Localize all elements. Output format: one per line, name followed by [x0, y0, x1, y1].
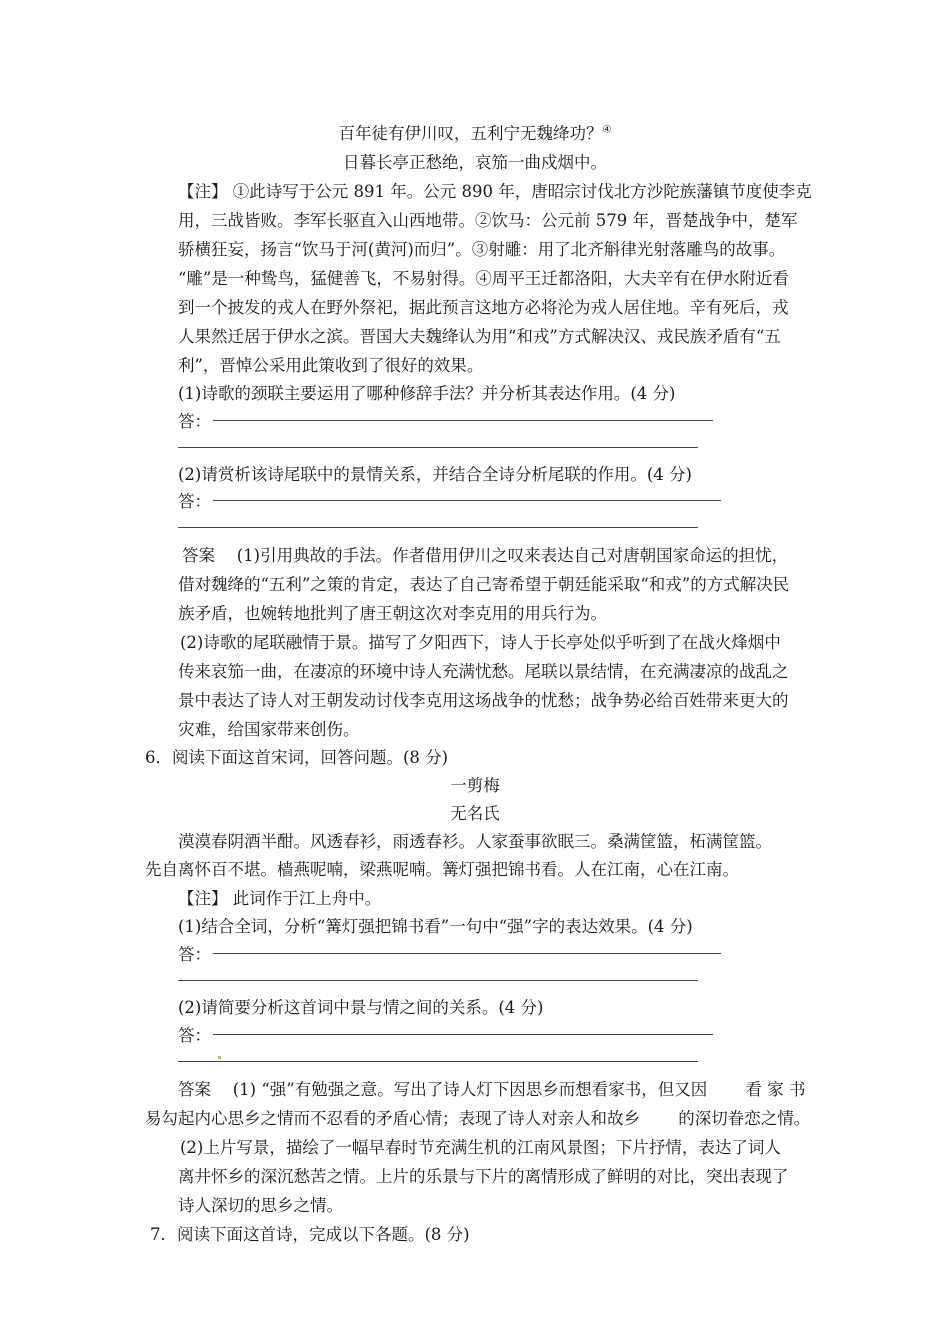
poem-text: 漠漠春阴酒半酣。风透春衫，雨透春衫。人家蚕事欲眠三。桑满筐篮，柘满筐篮。 [178, 832, 772, 851]
answer-line[interactable] [178, 1061, 698, 1062]
answer-label: 答： [178, 412, 211, 431]
stray-mark [218, 1056, 221, 1059]
answer-text: 易勾起内心思乡之情而不忍看的矛盾心情；表现了诗人对亲人和故乡 的深切眷恋之情。 [145, 1109, 811, 1128]
note-line: 人果然迁居于伊水之滨。晋国大夫魏绛认为用“和戎”方式解决汉、戎民族矛盾有“五 [178, 327, 781, 346]
answer-text: 灾难，给国家带来创伤。 [178, 720, 360, 739]
note-line: 骄横狂妄，扬言“饮马于河(黄河)而归”。③射雕：用了北齐斛律光射落雕鸟的故事。 [178, 240, 786, 259]
answer-text: 族矛盾，也婉转地批判了唐王朝这次对李克用的用兵行为。 [178, 604, 607, 623]
answer-text: 景中表达了诗人对王朝发动讨伐李克用这场战争的忧愁；战争势必给百姓带来更大的 [178, 691, 789, 710]
note-line: 【注】 ①此诗写于公元 891 年。公元 890 年，唐昭宗讨伐北方沙陀族藩镇节度使李克 [178, 182, 812, 201]
answer-text: 传来哀笳一曲，在凄凉的环境中诗人充满忧愁。尾联以景结情，在充满凄凉的战乱之 [178, 662, 789, 681]
answer-text: 离井怀乡的深沉愁苦之情。上片的乐景与下片的离情形成了鲜明的对比，突出表现了 [178, 1167, 789, 1186]
note-line: 到一个披发的戎人在野外祭祀，据此预言这地方必将沦为戎人居住地。辛有死后，戎 [178, 298, 789, 317]
poem-title: 一剪梅 [450, 776, 500, 795]
question-6-header: 6．阅读下面这首宋词，回答问题。(8 分) [145, 748, 449, 767]
answer-line[interactable] [213, 953, 721, 954]
poem-text: 先自离怀百不堪。樯燕呢喃，梁燕呢喃。篝灯强把锦书看。人在江南，心在江南。 [145, 860, 739, 879]
question-6-1: (1)结合全词，分析“篝灯强把锦书看”一句中“强”字的表达效果。(4 分) [178, 917, 693, 936]
answer-line[interactable] [213, 1034, 713, 1035]
question-5-2: (2)请赏析该诗尾联中的景情关系，并结合全诗分析尾联的作用。(4 分) [178, 465, 692, 484]
answer-line[interactable] [178, 447, 698, 448]
answer-label: 答： [178, 492, 211, 511]
question-5-1: (1)诗歌的颈联主要运用了哪种修辞手法？并分析其表达作用。(4 分) [178, 384, 676, 403]
poem-author: 无名氏 [450, 804, 500, 823]
answer-line[interactable] [213, 420, 713, 421]
poem-note: 【注】 此词作于江上舟中。 [178, 889, 382, 908]
answer-text: 答案 (1) “强”有勉强之意。写出了诗人灯下因思乡而想看家书，但又因 看 家 书 [178, 1080, 806, 1099]
note-line: “雕”是一种鸷鸟，猛健善飞，不易射得。④周平王迁都洛阳，大夫辛有在伊水附近看 [178, 269, 789, 288]
answer-label: 答： [178, 945, 211, 964]
answer-text: 借对魏绛的“五利”之策的肯定，表达了自己寄希望于朝廷能采取“和戎”的方式解决民 [178, 575, 790, 594]
answer-text: (2)上片写景，描绘了一幅早春时节充满生机的江南风景图；下片抒情，表达了词人 [180, 1138, 781, 1157]
answer-text: 答案 (1)引用典故的手法。作者借用伊川之叹来表达自己对唐朝国家命运的担忧， [182, 546, 789, 565]
answer-line[interactable] [178, 527, 698, 528]
poem-line: 百年徒有伊川叹，五利宁无魏绛功？④ [338, 124, 612, 143]
answer-label: 答： [178, 1026, 211, 1045]
answer-line[interactable] [178, 980, 698, 981]
answer-line[interactable] [213, 500, 721, 501]
footnote-marker: ④ [602, 124, 612, 136]
question-7-header: 7．阅读下面这首诗，完成以下各题。(8 分) [150, 1225, 470, 1244]
answer-text: 诗人深切的思乡之情。 [178, 1196, 343, 1215]
answer-text: (2)诗歌的尾联融情于景。描写了夕阳西下，诗人于长亭处似乎听到了在战火烽烟中 [180, 633, 781, 652]
question-6-2: (2)请简要分析这首词中景与情之间的关系。(4 分) [178, 998, 544, 1017]
note-line: 利”，晋悼公采用此策收到了很好的效果。 [178, 356, 484, 375]
poem-line: 日暮长亭正愁绝，哀笳一曲戍烟中。 [343, 153, 607, 172]
note-line: 用，三战皆败。李军长驱直入山西地带。②饮马：公元前 579 年，晋楚战争中，楚军 [178, 211, 798, 230]
